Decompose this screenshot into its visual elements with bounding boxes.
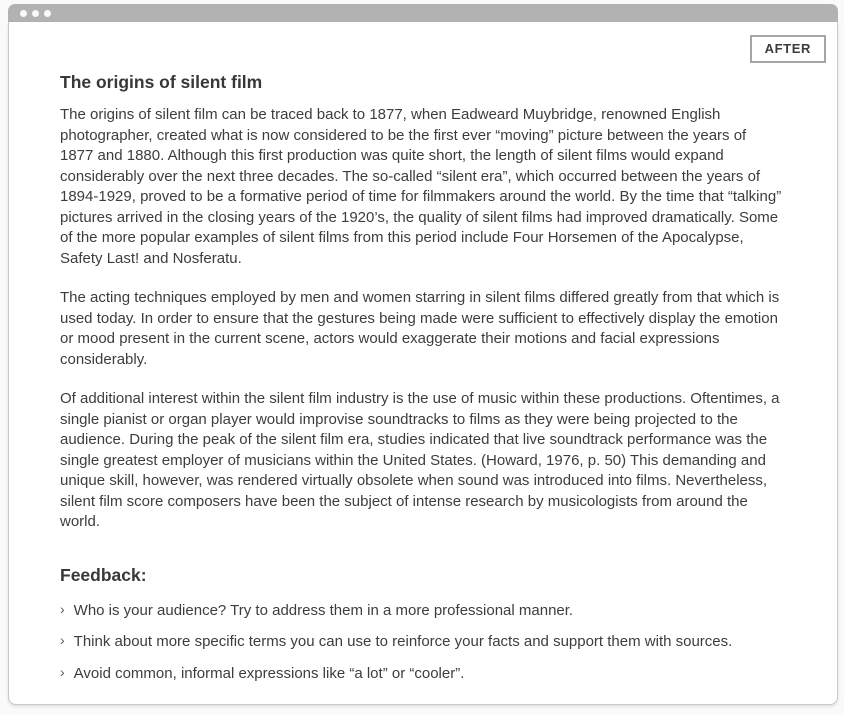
chevron-right-icon: › — [60, 632, 65, 648]
feedback-item-text: Avoid common, informal expressions like “a lot” or “cooler”. — [73, 664, 465, 682]
document-paragraph-2: The acting techniques employed by men and women starring in silent films differed greatly from that which is used today. In order to ensure that the gestures being made were sufficient to effectively display the emotion or mood present in the current scene, actors would exaggerate their motions and facial expressions considerably. — [60, 289, 780, 368]
document-paragraph-3: Of additional interest within the silent film industry is the use of music within these productions. Oftentimes, a single pianist or organ player would improvise soundtracks to films as they were being projected to the audience. During the peak of the silent film era, studies indicated that live soundtrack performance was the single greatest employer of musicians within the United States. (Howard, 1976, p. 50) This demanding and unique skill, however, was rendered virtually obsolete when sound was introduced into films. Nevertheless, silent film score composers have been the subject of intense research by musicologists from around the world. — [60, 390, 780, 530]
feedback-item — [60, 631, 783, 653]
feedback-heading: Feedback: — [60, 564, 147, 585]
document-title: The origins of silent film — [60, 72, 263, 92]
window-titlebar — [8, 4, 838, 22]
chevron-right-icon: › — [60, 600, 65, 617]
window-control-dot-icon[interactable] — [44, 10, 51, 17]
feedback-item-text: Who is your audience? Try to address them in a more professional manner. — [73, 601, 574, 619]
browser-window — [8, 4, 838, 705]
document-paragraph-1: The origins of silent film can be traced back to 1877, when Eadweard Muybridge, renowned English photographer, created what is now considered to be the first ever “moving” picture between the years of 1877 and 1880. Although this first production was quite short, the length of silent films would expand considerably over the next three decades. The so-called “silent era”, which occurred between the years of 1894-1929, proved to be a formative period of time for filmmakers around the world. By the time that “talking” pictures arrived in the closing years of the 1920’s, the quality of silent films had improved dramatically. Some of the more popular examples of silent films from this period include Four Horsemen of the Apocalypse, Safety Last! and Nosferatu. — [60, 106, 782, 267]
feedback-item — [60, 600, 783, 622]
feedback-item-text: Think about more specific terms you can use to reinforce your facts and support them with sources. — [73, 633, 733, 650]
window-control-dot-icon[interactable] — [32, 10, 39, 17]
window-control-dot-icon[interactable] — [20, 10, 27, 17]
feedback-item — [60, 663, 783, 685]
after-badge[interactable]: AFTER — [750, 35, 826, 63]
chevron-right-icon: › — [60, 663, 65, 680]
document-panel — [8, 22, 838, 705]
